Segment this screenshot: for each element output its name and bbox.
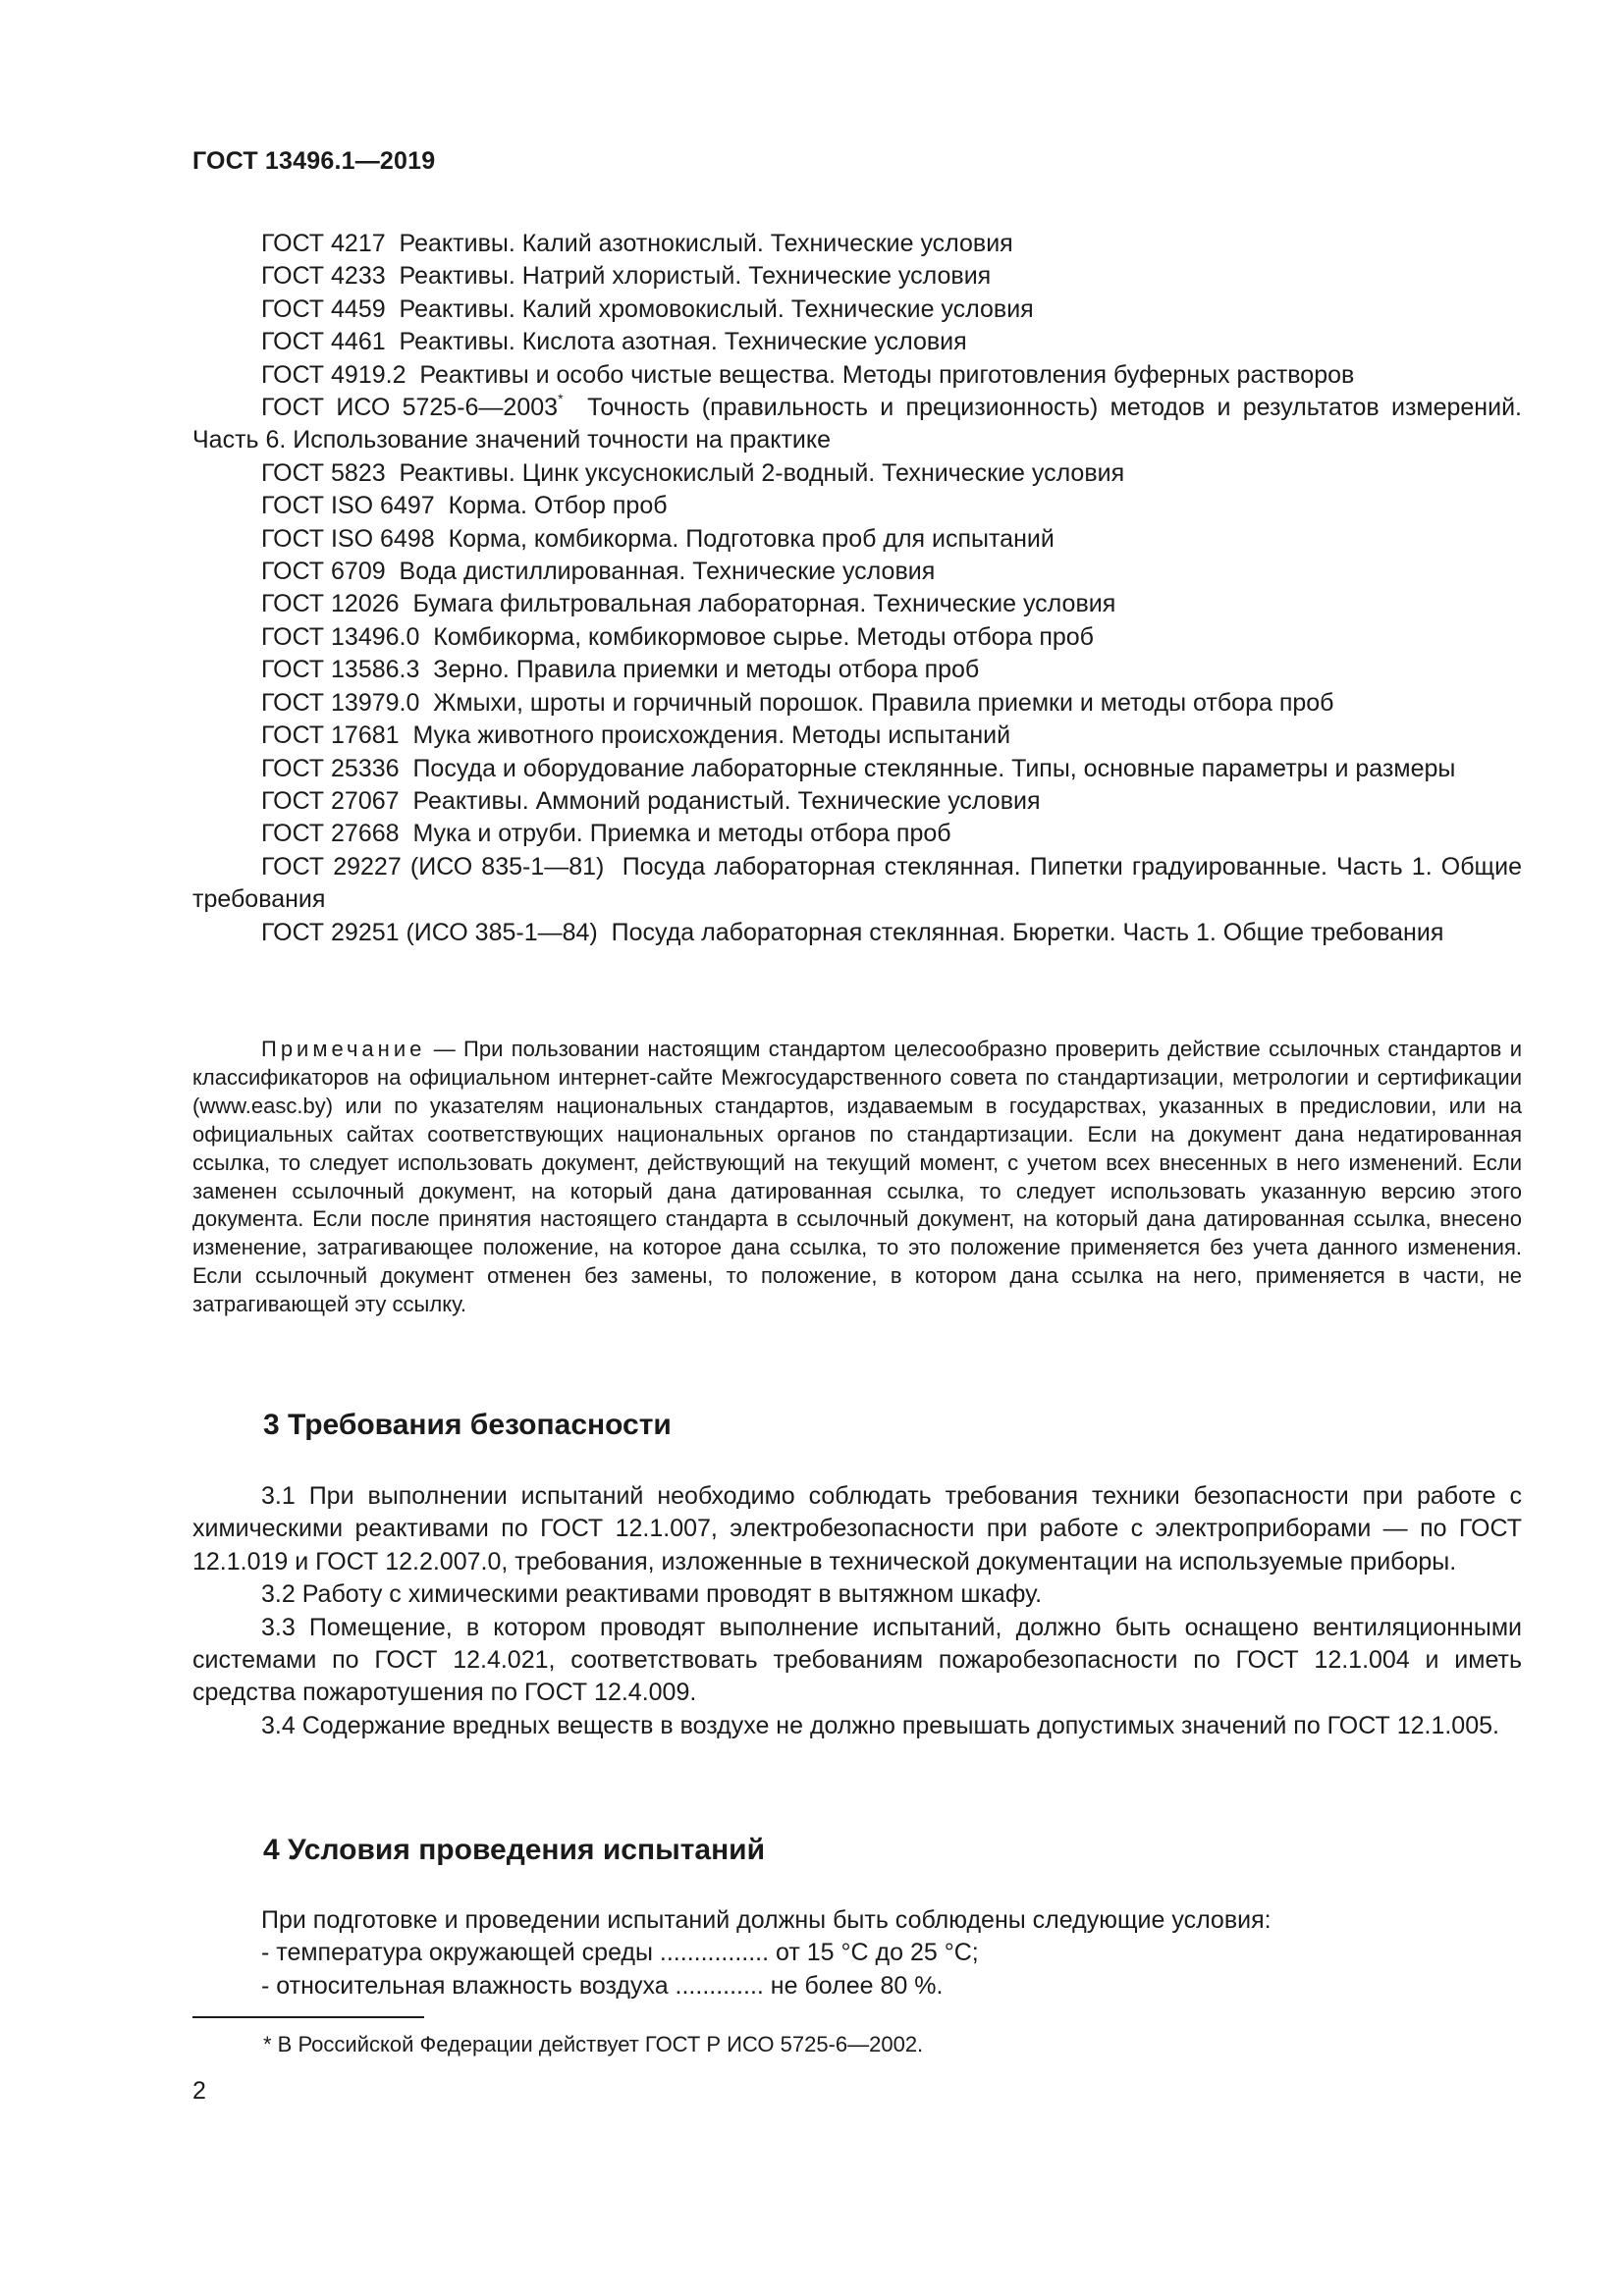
paragraph: 3.3 Помещение, в котором проводят выполнение испытаний, должно быть оснащено вентиляционными системами по ГОСТ 12.4.021, соответствовать требованиям пожаробезопасности по ГОСТ 12.1.004 и иметь средства пожаротушения по ГОСТ 12.4.009. [192, 1613, 1522, 1707]
reference-item: ГОСТ 29251 (ИСО 385-1—84) Посуда лабораторная стеклянная. Бюретки. Часть 1. Общие требования [261, 918, 1444, 946]
note-label: Примечание [261, 1037, 426, 1061]
reference-item: ГОСТ 4459 Реактивы. Калий хромовокислый. Технические условия [261, 294, 1034, 323]
footnote: * В Российской Федерации действует ГОСТ Р ИСО 5725-6—2002. [263, 2032, 924, 2056]
reference-item: ГОСТ 17681 Мука животного происхождения. Методы испытаний [261, 721, 1011, 750]
reference-item: ГОСТ 29227 (ИСО 835-1—81) Посуда лабораторная стеклянная. Пипетки градуированные. Часть 1. Общие требования [192, 852, 1522, 914]
footnote-marker: * [558, 390, 564, 406]
reference-item: ГОСТ 5823 Реактивы. Цинк уксуснокислый 2-водный. Технические условия [261, 458, 1125, 487]
reference-item: ГОСТ 27067 Реактивы. Аммоний роданистый. Технические условия [261, 786, 1041, 815]
reference-item: ГОСТ ISO 6497 Корма. Отбор проб [261, 492, 668, 520]
page-number: 2 [192, 2077, 206, 2105]
section-3-body [192, 1480, 1522, 1742]
section-4-heading: 4 Условия проведения испытаний [263, 1834, 766, 1866]
reference-item: ГОСТ 13586.3 Зерно. Правила приемки и методы отбора проб [261, 656, 980, 684]
paragraph: 3.2 Работу с химическими реактивами проводят в вытяжном шкафу. [261, 1580, 1043, 1609]
section-3-heading: 3 Требования безопасности [263, 1409, 672, 1441]
reference-item: ГОСТ 13979.0 Жмыхи, шроты и горчичный порошок. Правила приемки и методы отбора проб [261, 688, 1334, 717]
paragraph: 3.1 При выполнении испытаний необходимо соблюдать требования техники безопасности при работе с химическими реактивами по ГОСТ 12.1.007, электробезопасности при работе с электроприборами — по ГОСТ 12.1.019 и ГОСТ 12.2.007.0, требования, изложенные в технической документации на используемые приборы. [192, 1482, 1522, 1575]
list-item: - температура окружающей среды ................ от 15 °С до 25 °С; [261, 1939, 979, 1967]
paragraph: При подготовке и проведении испытаний должны быть соблюдены следующие условия: [261, 1906, 1272, 1934]
document-header: ГОСТ 13496.1—2019 [192, 147, 436, 175]
paragraph: 3.4 Содержание вредных веществ в воздухе не должно превышать допустимых значений по ГОСТ 12.1.005. [261, 1711, 1499, 1739]
reference-item: ГОСТ 4461 Реактивы. Кислота азотная. Технические условия [261, 328, 967, 356]
list-item: - относительная влажность воздуха ............. не более 80 %. [261, 1971, 944, 2000]
reference-item: ГОСТ 6709 Вода дистиллированная. Технические условия [261, 558, 936, 586]
reference-item: ГОСТ 4233 Реактивы. Натрий хлористый. Технические условия [261, 262, 992, 291]
footnote-divider [192, 2016, 424, 2018]
references-note [192, 1036, 1522, 1319]
reference-item: ГОСТ 27668 Мука и отруби. Приемка и методы отбора проб [261, 820, 951, 848]
reference-item: ГОСТ 4217 Реактивы. Калий азотнокислый. Технические условия [261, 230, 1013, 257]
reference-item: ГОСТ 4919.2 Реактивы и особо чистые вещества. Методы приготовления буферных растворов [261, 360, 1355, 389]
reference-item: ГОСТ 13496.0 Комбикорма, комбикормовое сырье. Методы отбора проб [261, 622, 1094, 651]
reference-item: ГОСТ ISO 6498 Корма, комбикорма. Подготовка проб для испытаний [261, 524, 1055, 553]
normative-references-list [192, 228, 1522, 949]
reference-item: ГОСТ ИСО 5725-6—2003* Точность (правильность и прецизионность) методов и результатов измерений. Часть 6. Использование значений точности на практике [192, 390, 1522, 454]
note-text: — При пользовании настоящим стандартом целесообразно проверить действие ссылочных стандартов и классификаторов на официальном интернет-сайте Межгосударственного совета по стандартизации, метрологии и сертификации (www.easc.by) или по указателям национальных стандартов, издаваемым в государствах, указанных в предисловии, или на официальных сайтах соответствующих национальных органов по стандартизации. Если на документ дана недатированная ссылка, то следует использовать документ, действующий на текущий момент, с учетом всех внесенных в него изменений. Если заменен ссылочный документ, на который дана датированная ссылка, то следует использовать указанную версию этого документа. Если после принятия настоящего стандарта в ссылочный документ, на который дана датированная ссылка, внесено изменение, затрагивающее положение, на которое дана ссылка, то это положение применяется без учета данного изменения. Если ссылочный документ отменен без замены, то положение, в котором дана ссылка на него, применяется в части, не затрагивающей эту ссылку. [192, 1037, 1522, 1317]
reference-item: ГОСТ 12026 Бумага фильтровальная лабораторная. Технические условия [261, 590, 1116, 618]
section-4-body [192, 1904, 1522, 2002]
reference-item: ГОСТ 25336 Посуда и оборудование лабораторные стеклянные. Типы, основные параметры и размеры [261, 754, 1456, 782]
